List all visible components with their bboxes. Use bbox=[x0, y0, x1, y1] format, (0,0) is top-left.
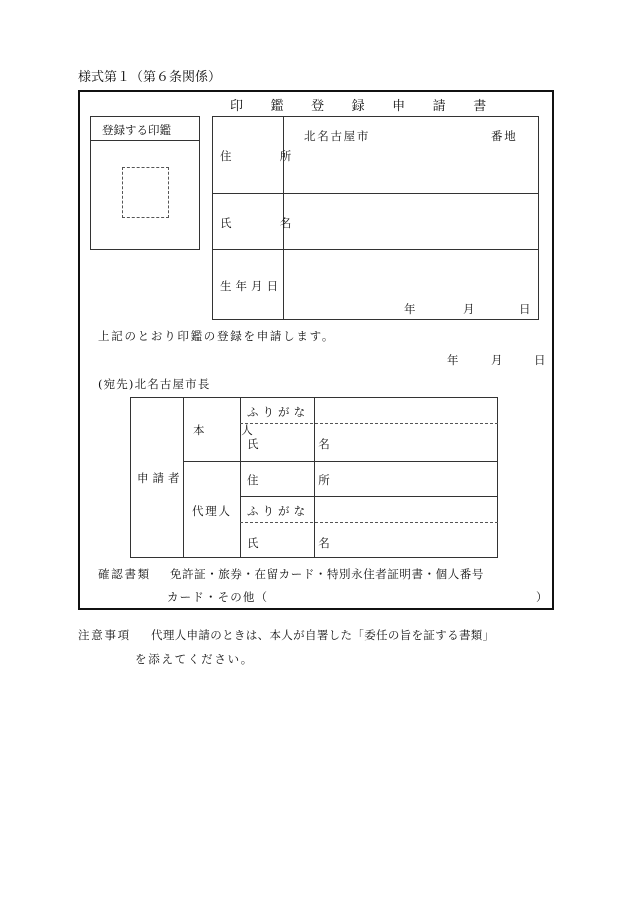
birth-year: 年 bbox=[404, 302, 416, 316]
documents-close: ） bbox=[536, 590, 548, 604]
birth-day: 日 bbox=[519, 302, 531, 316]
self-furigana-field[interactable] bbox=[315, 398, 497, 422]
applicant-label: 申請者 bbox=[137, 471, 184, 485]
address-field[interactable] bbox=[284, 145, 538, 191]
date-month: 月 bbox=[491, 353, 503, 367]
self-label: 本 人 bbox=[193, 423, 266, 437]
documents-line2: カード・その他（ bbox=[167, 590, 269, 604]
agent-furigana-label: ふりがな bbox=[247, 504, 310, 518]
documents-line1: 免許証・旅券・在留カード・特別永住者証明書・個人番号 bbox=[170, 567, 484, 581]
form-number: 様式第１（第６条関係） bbox=[78, 70, 222, 85]
date-day: 日 bbox=[534, 353, 546, 367]
agent-furigana-field[interactable] bbox=[315, 497, 497, 521]
name-label: 氏 名 bbox=[220, 216, 310, 230]
documents-label: 確認書類 bbox=[98, 567, 151, 581]
seal-box-label: 登録する印鑑 bbox=[102, 123, 171, 137]
agent-label: 代理人 bbox=[192, 504, 232, 518]
agent-address-field[interactable] bbox=[315, 462, 497, 495]
birthdate-field[interactable] bbox=[284, 250, 538, 298]
notes-line2: を添えてください。 bbox=[135, 652, 255, 666]
address-city: 北名古屋市 bbox=[304, 129, 371, 143]
date-year: 年 bbox=[447, 353, 459, 367]
agent-name-label: 氏 名 bbox=[247, 536, 354, 550]
agent-address-label: 住 所 bbox=[247, 473, 354, 487]
seal-placeholder bbox=[122, 167, 169, 218]
addressee: (宛先)北名古屋市長 bbox=[98, 377, 211, 391]
self-name-field[interactable] bbox=[315, 424, 497, 460]
notes-label: 注意事項 bbox=[78, 628, 131, 642]
birth-label: 生年月日 bbox=[220, 279, 283, 293]
self-name-label: 氏 名 bbox=[247, 437, 354, 451]
address-suffix: 番地 bbox=[491, 129, 518, 143]
address-label: 住 所 bbox=[220, 149, 310, 163]
self-furigana-label: ふりがな bbox=[247, 405, 310, 419]
name-field[interactable] bbox=[284, 194, 538, 248]
notes-line1: 代理人申請のときは、本人が自署した「委任の旨を証する書類」 bbox=[151, 628, 495, 642]
statement: 上記のとおり印鑑の登録を申請します。 bbox=[98, 329, 336, 343]
form-title: 印 鑑 登 録 申 請 書 bbox=[230, 99, 498, 114]
birth-month: 月 bbox=[463, 302, 475, 316]
seal-box-divider bbox=[90, 140, 200, 141]
agent-name-field[interactable] bbox=[315, 523, 497, 557]
